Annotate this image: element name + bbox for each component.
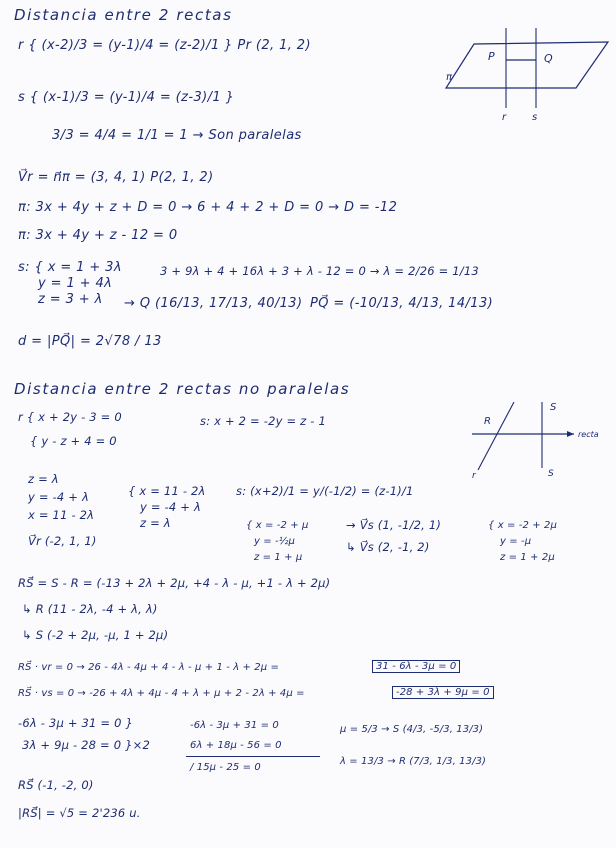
skew-lines-figure	[470, 396, 612, 482]
fig2-label-recta: recta	[578, 430, 599, 439]
s-continuous-normalized: s: (x+2)/1 = y/(-1/2) = (z-1)/1	[236, 484, 414, 498]
distance-final: |RS⃗| = √5 = 2'236 u.	[18, 806, 141, 820]
point-r: ↳ R (11 - 2λ, -4 + λ, λ)	[22, 602, 158, 616]
r-param-z: z = λ	[140, 516, 171, 530]
r-z: z = λ	[28, 472, 59, 486]
fig2-label-r: R	[484, 416, 491, 427]
s-param-y: y = 1 + 4λ	[38, 276, 113, 291]
vector-vs-scaled: ↳ V⃗s (2, -1, 2)	[346, 540, 430, 554]
lambda-solution-2: λ = 13/3 → R (7/3, 1/3, 13/3)	[340, 756, 487, 767]
reduction-result: / 15μ - 25 = 0	[190, 762, 261, 773]
fig-label-r: r	[502, 112, 507, 123]
vector-rs: RS⃗ = S - R = (-13 + 2λ + 2μ, +4 - λ - μ, +1 - λ + 2μ)	[18, 576, 331, 590]
normal-vector: V⃗r = n⃗π = (3, 4, 1) P(2, 1, 2)	[18, 170, 214, 185]
s-param-x: s: { x = 1 + 3λ	[18, 260, 122, 275]
distance-result: d = |PQ⃗| = 2√78 / 13	[18, 334, 162, 349]
s-continuous: s: x + 2 = -2y = z - 1	[200, 414, 326, 428]
vector-pq: PQ⃗ = (-10/13, 4/13, 14/13)	[310, 296, 494, 311]
section2-title: Distancia entre 2 rectas no paralelas	[14, 380, 351, 398]
line-s-equation: s { (x-1)/3 = (y-1)/4 = (z-3)/1 }	[18, 90, 235, 105]
plane-shape	[446, 42, 608, 88]
s-param2-y: y = -μ	[500, 536, 532, 547]
lambda-solution: 3 + 9λ + 4 + 16λ + 3 + λ - 12 = 0 → λ = 2/26 = 1/13	[160, 264, 479, 278]
vector-rs-final: RS⃗ (-1, -2, 0)	[18, 778, 94, 792]
s-param-z: z = 1 + μ	[254, 552, 303, 563]
r-x: x = 11 - 2λ	[28, 508, 95, 522]
fig2-label-s: S	[550, 402, 557, 413]
fig-label-s: s	[532, 112, 538, 123]
r-implicit-2: { y - z + 4 = 0	[30, 434, 117, 448]
dot-vs-result: -28 + 3λ + 9μ = 0	[392, 686, 494, 699]
dot-vs-left: RS⃗ · vs = 0 → -26 + 4λ + 4μ - 4 + λ + μ + 2 - 2λ + 4μ =	[18, 688, 305, 699]
reduction-eq1: -6λ - 3μ + 31 = 0	[190, 720, 279, 731]
s-param-z: z = 3 + λ	[38, 292, 103, 307]
dot-vr-result: 31 - 6λ - 3μ = 0	[372, 660, 460, 673]
section1-title: Distancia entre 2 rectas	[14, 6, 233, 24]
line-r-equation: r { (x-2)/3 = (y-1)/4 = (z-2)/1 } Pr (2, 1, 2)	[18, 38, 311, 53]
r-y: y = -4 + λ	[28, 490, 89, 504]
vector-vr: V⃗r (-2, 1, 1)	[28, 534, 97, 548]
fig2-label-line-r: r	[472, 471, 476, 481]
sum-divider	[186, 756, 320, 757]
r-implicit-1: r { x + 2y - 3 = 0	[18, 410, 122, 424]
system-eq2: 3λ + 9μ - 28 = 0 }×2	[22, 738, 150, 752]
vector-vs: → V⃗s (1, -1/2, 1)	[346, 518, 442, 532]
r-param-y: y = -4 + λ	[140, 500, 201, 514]
s-param2-x: { x = -2 + 2μ	[488, 520, 557, 531]
parallel-lines-figure	[440, 28, 610, 128]
plane-equation: π: 3x + 4y + z - 12 = 0	[18, 228, 178, 243]
system-eq1: -6λ - 3μ + 31 = 0 }	[18, 716, 133, 730]
s-param2-z: z = 1 + 2μ	[500, 552, 555, 563]
r-param-x: { x = 11 - 2λ	[128, 484, 206, 498]
fig-label-p: P	[488, 50, 495, 63]
point-s: ↳ S (-2 + 2μ, -μ, 1 + 2μ)	[22, 628, 169, 642]
point-q: → Q (16/13, 17/13, 40/13)	[124, 296, 303, 311]
mu-solution: μ = 5/3 → S (4/3, -5/3, 13/3)	[340, 724, 484, 735]
parallel-check: 3/3 = 4/4 = 1/1 = 1 → Son paralelas	[52, 128, 302, 143]
plane-equation-general: π: 3x + 4y + z + D = 0 → 6 + 4 + 2 + D = 0 → D = -12	[18, 200, 398, 215]
reduction-eq2: 6λ + 18μ - 56 = 0	[190, 740, 282, 751]
dot-vr-left: RS⃗ · vr = 0 → 26 - 4λ - 4μ + 4 - λ - μ + 1 - λ + 2μ =	[18, 662, 279, 673]
fig-label-q: Q	[544, 52, 553, 65]
fig-label-plane: π	[446, 72, 453, 83]
recta-arrowhead	[567, 431, 574, 437]
s-param-x: { x = -2 + μ	[246, 520, 309, 531]
skew-line-r	[478, 402, 514, 470]
fig2-label-s-bottom: S	[548, 469, 554, 479]
s-param-y: y = -½μ	[254, 536, 296, 547]
